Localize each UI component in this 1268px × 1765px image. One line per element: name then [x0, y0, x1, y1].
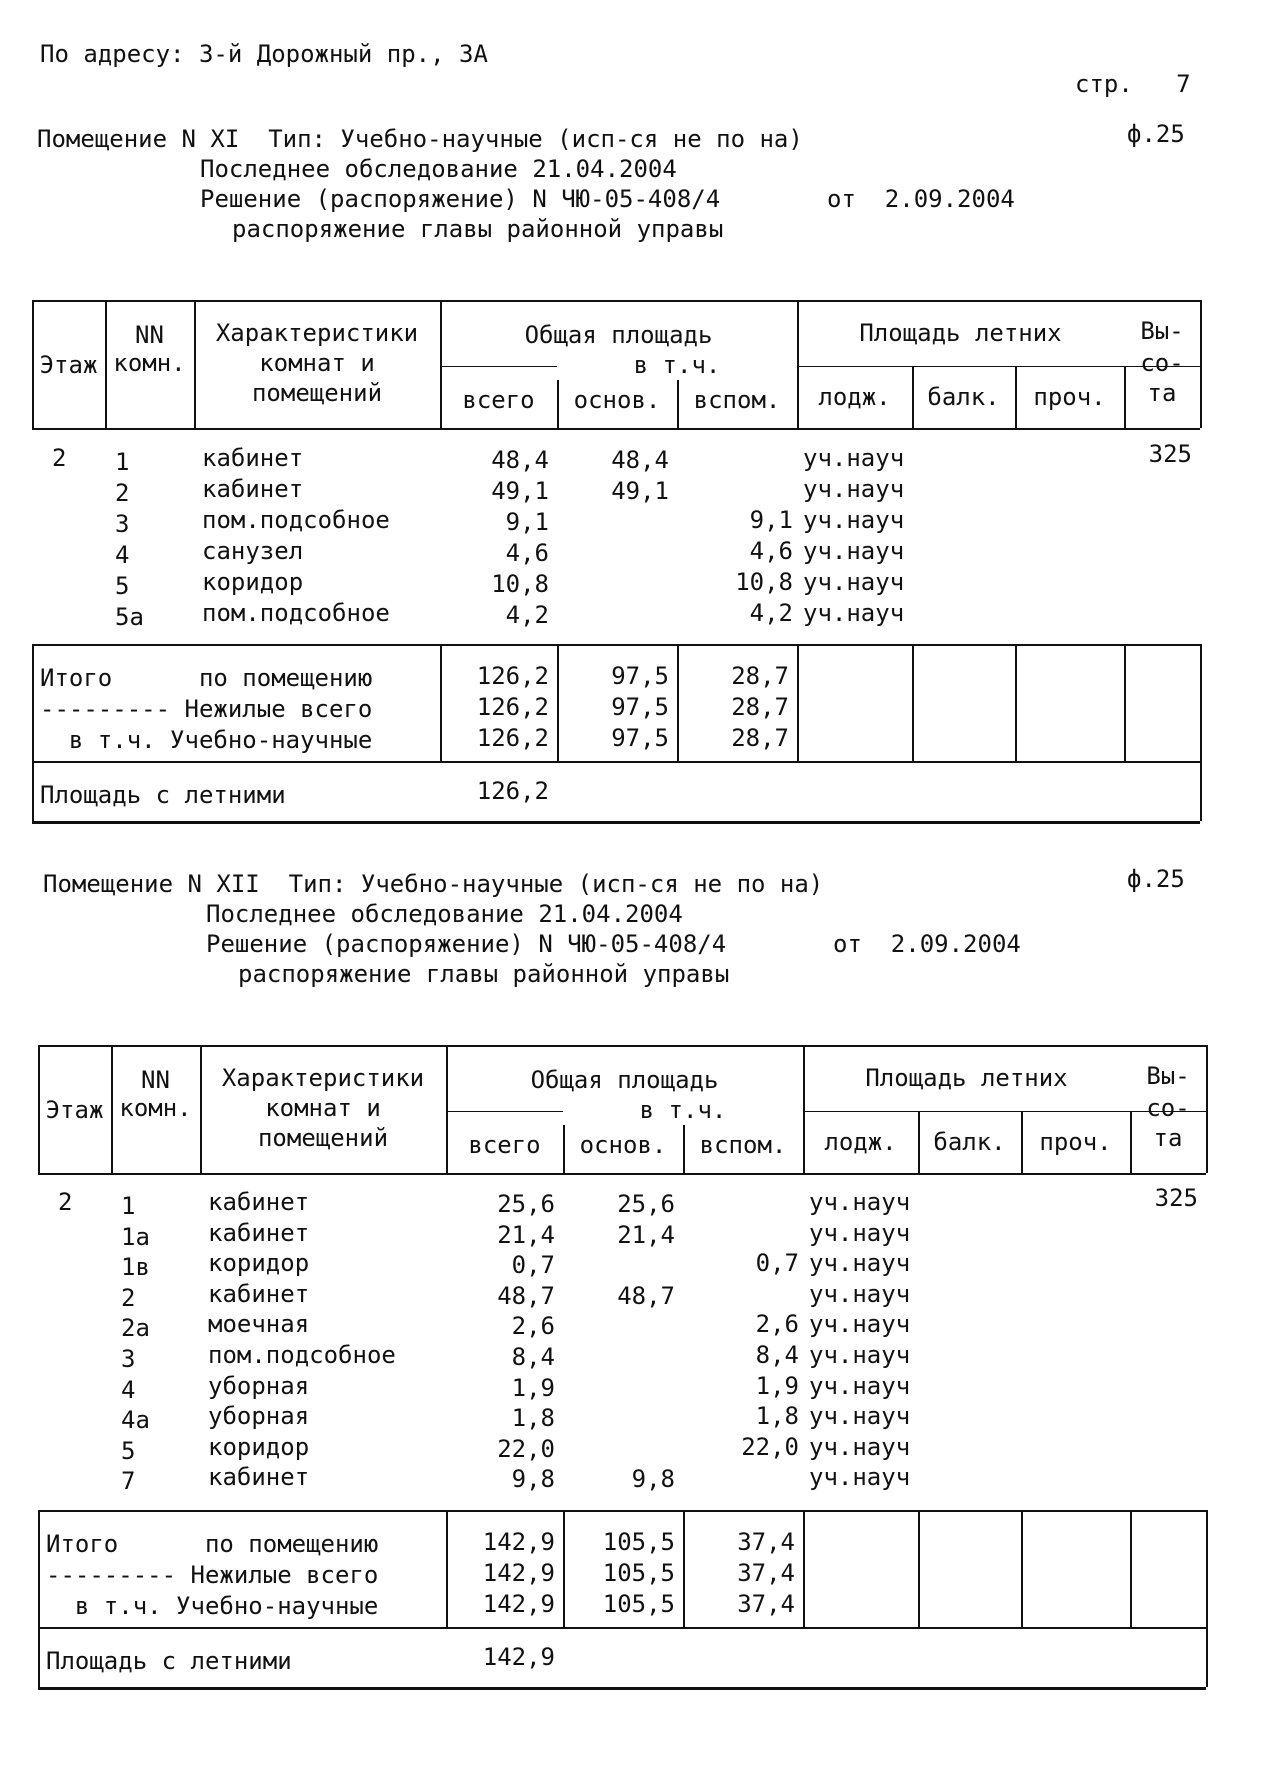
- room-name: коридор: [208, 1249, 310, 1278]
- height-value: 325: [1154, 1184, 1198, 1212]
- room-use: уч.науч: [803, 537, 905, 565]
- area-total: 8,4: [511, 1343, 555, 1371]
- room-name: моечная: [208, 1310, 310, 1339]
- col-height: Вы-: [1140, 317, 1184, 345]
- area-total: 49,1: [491, 477, 549, 505]
- authority: распоряжение главы районной управы: [238, 960, 730, 988]
- area-total: 2,6: [511, 1312, 555, 1341]
- area-aux: 4,6: [749, 537, 793, 565]
- totals-label: в т.ч. Учебно-научные: [40, 726, 373, 754]
- room-use: уч.науч: [803, 568, 905, 596]
- area-total: 21,4: [497, 1220, 555, 1249]
- col-nn-sub: комн.: [119, 1094, 192, 1122]
- totals-aux: 37,4: [737, 1559, 795, 1587]
- area-total: 25,6: [497, 1190, 555, 1218]
- area-total: 0,7: [511, 1251, 555, 1280]
- area-aux: 10,8: [735, 568, 793, 596]
- area-total: 1,8: [511, 1404, 555, 1433]
- room-name: санузел: [202, 537, 304, 565]
- col-balcony: балк.: [933, 1128, 1006, 1156]
- room-name: уборная: [208, 1402, 310, 1431]
- totals-main: 97,5: [611, 693, 669, 721]
- room-number: 1: [115, 448, 130, 476]
- col-other: проч.: [1033, 383, 1106, 411]
- room-name: кабинет: [208, 1188, 310, 1216]
- col-aux: вспом.: [699, 1131, 787, 1159]
- totals-main: 97,5: [611, 724, 669, 752]
- room-name: кабинет: [202, 444, 304, 472]
- room-use: уч.науч: [809, 1402, 911, 1431]
- area-total: 9,1: [505, 508, 549, 536]
- col-balcony: балк.: [927, 383, 1000, 411]
- col-nn: NN: [135, 321, 164, 349]
- room-number: 5а: [115, 603, 144, 631]
- room-use: уч.науч: [809, 1218, 911, 1247]
- room-name: кабинет: [208, 1279, 310, 1308]
- totals-main: 105,5: [602, 1528, 675, 1556]
- decision-date: от 2.09.2004: [827, 185, 1015, 213]
- totals-all: 142,9: [482, 1559, 555, 1587]
- room-name: уборная: [208, 1371, 310, 1400]
- address: По адресу: 3-й Дорожный пр., 3А: [40, 40, 488, 68]
- totals-aux: 37,4: [737, 1528, 795, 1556]
- summer-label: Площадь с летними: [46, 1647, 292, 1675]
- form-number: ф.25: [1127, 120, 1185, 148]
- last-survey: Последнее обследование 21.04.2004: [206, 900, 683, 928]
- room-name: кабинет: [202, 475, 304, 503]
- room-name: кабинет: [208, 1218, 310, 1247]
- col-all: всего: [462, 386, 535, 414]
- col-incl: в т.ч.: [563, 1095, 803, 1125]
- room-title: Помещение N XI Тип: Учебно-научные (исп-ся не по на): [37, 125, 803, 153]
- area-total: 22,0: [497, 1434, 555, 1463]
- area-aux: 8,4: [755, 1341, 799, 1369]
- col-char-3: помещений: [251, 379, 383, 407]
- room-use: уч.науч: [809, 1310, 911, 1339]
- room-number: 2: [115, 479, 130, 507]
- col-floor: Этаж: [45, 1096, 104, 1124]
- summer-label: Площадь с летними: [40, 781, 286, 809]
- col-incl: в т.ч.: [557, 350, 797, 380]
- room-number: 3: [121, 1345, 136, 1373]
- room-number: 4: [115, 541, 130, 569]
- room-number: 4а: [121, 1406, 150, 1435]
- room-use: уч.науч: [809, 1341, 911, 1369]
- totals-main: 105,5: [602, 1559, 675, 1587]
- col-height-2: со-: [1146, 1094, 1190, 1122]
- area-aux: 0,7: [755, 1249, 799, 1278]
- col-loggia: лодж.: [824, 1128, 897, 1156]
- col-char: Характеристики: [221, 1064, 425, 1092]
- area-total: 48,4: [491, 446, 549, 474]
- room-name: коридор: [202, 568, 304, 596]
- area-main: 48,7: [617, 1281, 675, 1310]
- area-main: 9,8: [631, 1465, 675, 1494]
- form-number: ф.25: [1127, 865, 1185, 893]
- area-aux: 22,0: [741, 1432, 799, 1461]
- room-number: 4: [121, 1375, 136, 1404]
- totals-aux: 28,7: [731, 662, 789, 690]
- room-name: коридор: [208, 1432, 310, 1461]
- room-number: 1в: [121, 1253, 150, 1282]
- floor-value: 2: [58, 1188, 73, 1216]
- totals-all: 142,9: [482, 1590, 555, 1618]
- col-other: проч.: [1039, 1128, 1112, 1156]
- room-use: уч.науч: [809, 1432, 911, 1461]
- area-aux: 1,8: [755, 1402, 799, 1431]
- col-height: Вы-: [1146, 1062, 1190, 1090]
- totals-main: 97,5: [611, 662, 669, 690]
- room-number: 7: [121, 1467, 136, 1496]
- area-total: 1,9: [511, 1373, 555, 1402]
- summer-total: 126,2: [476, 777, 549, 805]
- col-height-3: та: [1147, 379, 1177, 407]
- decision-number: Решение (распоряжение) N ЧЮ-05-408/4: [200, 185, 721, 213]
- room-number: 5: [121, 1436, 136, 1465]
- room-use: уч.науч: [809, 1188, 911, 1216]
- totals-aux: 37,4: [737, 1590, 795, 1618]
- col-total-area: Общая площадь: [530, 1066, 719, 1094]
- area-aux: 1,9: [755, 1371, 799, 1400]
- col-char-3: помещений: [257, 1124, 389, 1152]
- room-number: 2а: [121, 1314, 150, 1343]
- totals-aux: 28,7: [731, 693, 789, 721]
- area-main: 48,4: [611, 446, 669, 474]
- page-number: стр. 7: [1075, 70, 1191, 98]
- totals-main: 105,5: [602, 1590, 675, 1618]
- col-summer-area: Площадь летних: [865, 1064, 1068, 1092]
- room-name: пом.подсобное: [202, 506, 390, 534]
- room-use: уч.науч: [803, 444, 905, 472]
- col-main: основ.: [579, 1131, 667, 1159]
- totals-label: Итого по помещению: [40, 664, 373, 692]
- totals-all: 142,9: [482, 1528, 555, 1556]
- area-total: 4,6: [505, 539, 549, 567]
- area-main: 25,6: [617, 1190, 675, 1218]
- room-use: уч.науч: [809, 1249, 911, 1278]
- height-value: 325: [1148, 440, 1192, 468]
- area-aux: 2,6: [755, 1310, 799, 1339]
- totals-all: 126,2: [476, 693, 549, 721]
- totals-all: 126,2: [476, 724, 549, 752]
- totals-all: 126,2: [476, 662, 549, 690]
- col-floor: Этаж: [39, 351, 98, 379]
- area-aux: 4,2: [749, 599, 793, 627]
- totals-label: --------- Нежилые всего: [46, 1561, 379, 1589]
- room-name: кабинет: [208, 1463, 310, 1492]
- col-height-2: со-: [1140, 349, 1184, 377]
- totals-label: в т.ч. Учебно-научные: [46, 1592, 379, 1620]
- decision-number: Решение (распоряжение) N ЧЮ-05-408/4: [206, 930, 727, 958]
- col-all: всего: [468, 1131, 541, 1159]
- room-title: Помещение N XII Тип: Учебно-научные (исп-ся не по на): [43, 870, 824, 898]
- area-main: 49,1: [611, 477, 669, 505]
- summer-total: 142,9: [482, 1643, 555, 1671]
- col-char: Характеристики: [215, 319, 419, 347]
- room-use: уч.науч: [803, 475, 905, 503]
- decision-date: от 2.09.2004: [833, 930, 1021, 958]
- room-number: 3: [115, 510, 130, 538]
- room-number: 2: [121, 1283, 136, 1312]
- totals-label: Итого по помещению: [46, 1530, 379, 1558]
- room-number: 1а: [121, 1222, 150, 1251]
- room-number: 5: [115, 572, 130, 600]
- col-char-2: комнат и: [265, 1094, 381, 1122]
- area-total: 48,7: [497, 1281, 555, 1310]
- room-name: пом.подсобное: [208, 1341, 396, 1369]
- area-total: 10,8: [491, 570, 549, 598]
- col-height-3: та: [1153, 1124, 1183, 1152]
- area-aux: 9,1: [749, 506, 793, 534]
- area-total: 4,2: [505, 601, 549, 629]
- room-use: уч.науч: [809, 1371, 911, 1400]
- floor-value: 2: [52, 444, 67, 472]
- col-nn: NN: [141, 1066, 170, 1094]
- room-name: пом.подсобное: [202, 599, 390, 627]
- area-total: 9,8: [511, 1465, 555, 1494]
- col-loggia: лодж.: [818, 383, 891, 411]
- col-summer-area: Площадь летних: [859, 319, 1062, 347]
- room-use: уч.науч: [803, 506, 905, 534]
- totals-label: --------- Нежилые всего: [40, 695, 373, 723]
- authority: распоряжение главы районной управы: [232, 215, 724, 243]
- totals-aux: 28,7: [731, 724, 789, 752]
- room-use: уч.науч: [803, 599, 905, 627]
- last-survey: Последнее обследование 21.04.2004: [200, 155, 677, 183]
- col-char-2: комнат и: [259, 349, 375, 377]
- room-use: уч.науч: [809, 1279, 911, 1308]
- col-aux: вспом.: [693, 386, 781, 414]
- room-use: уч.науч: [809, 1463, 911, 1492]
- room-number: 1: [121, 1192, 136, 1220]
- col-nn-sub: комн.: [113, 349, 186, 377]
- col-total-area: Общая площадь: [524, 321, 713, 349]
- area-main: 21,4: [617, 1220, 675, 1249]
- col-main: основ.: [573, 386, 661, 414]
